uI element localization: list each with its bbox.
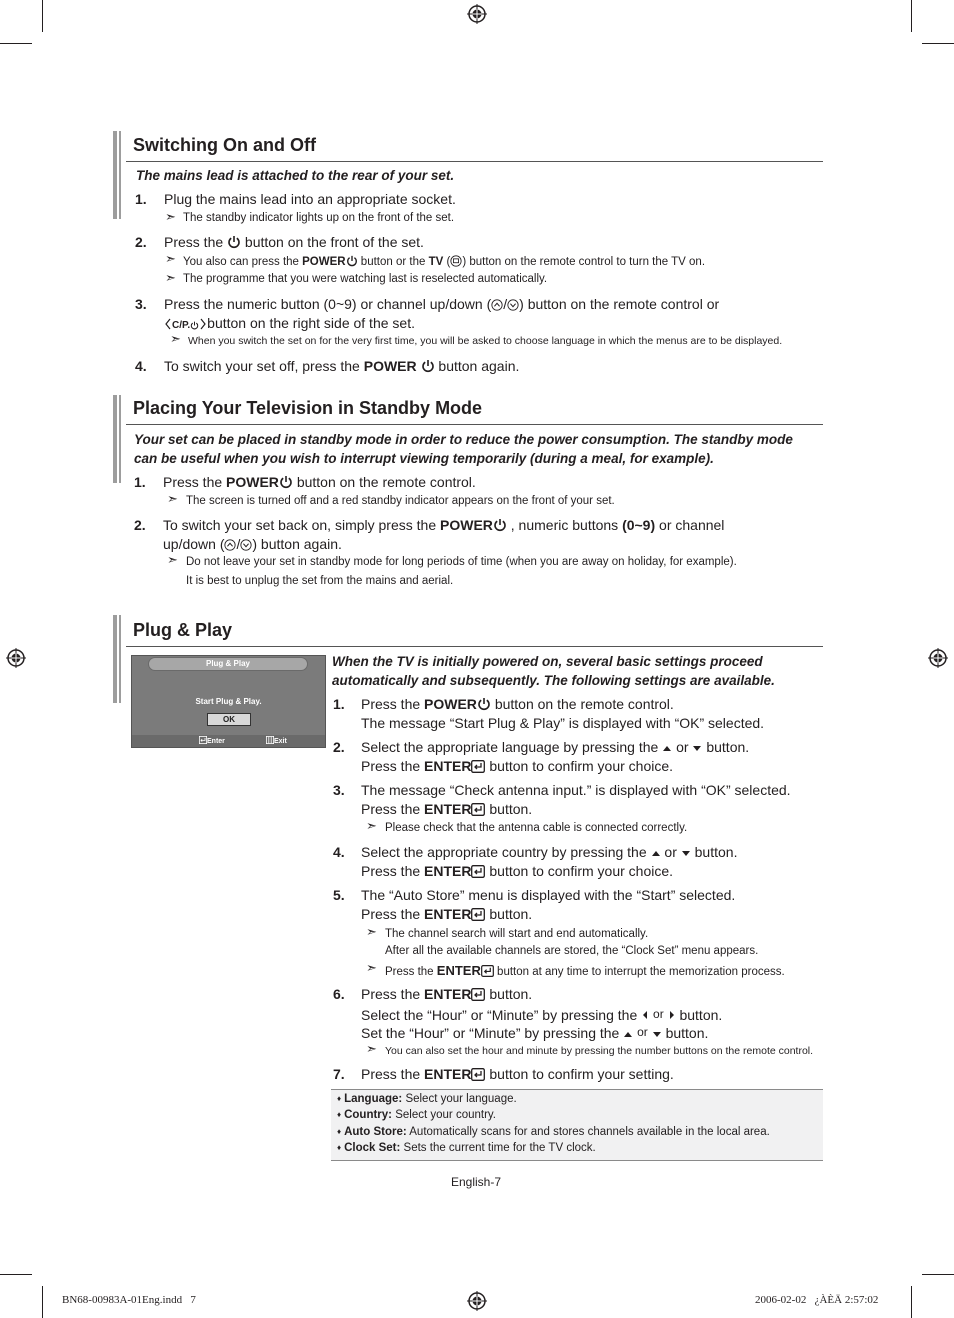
step-text-bold: (0~9) (622, 517, 656, 533)
crop-mark (42, 0, 43, 32)
step-text-part: button to confirm your choice. (489, 758, 674, 774)
section-bar (119, 395, 121, 483)
arrow-left-icon (641, 1010, 649, 1020)
footer-timestamp: 2006-02-02 ¿ÀÈÄ 2:57:02 (755, 1294, 879, 1306)
step-text-part: button. (694, 844, 738, 860)
step-text-part: Press the numeric button (0~9) or channel up/down ( (164, 296, 492, 312)
power-label: POWER (363, 358, 417, 374)
step-text-part: To switch your set back on, simply press the (163, 517, 437, 533)
osd-enter-hint (199, 736, 225, 745)
step-text-part: or (664, 844, 677, 860)
info-item-clock-set (337, 1142, 596, 1154)
step-note: After all the available channels are stored, the “Clock Set” menu appears. (385, 945, 759, 957)
step-text (361, 863, 673, 879)
step-text-part: button again. (438, 358, 520, 374)
arrow-down-icon (652, 1030, 662, 1038)
note-part: button on the remote control to turn the TV on. (469, 256, 706, 268)
crop-mark (0, 1274, 32, 1275)
osd-title: Plug & Play (148, 657, 308, 671)
enter-icon (471, 908, 485, 921)
info-item-country (337, 1109, 496, 1121)
step-text-part: Press the (361, 1066, 421, 1082)
channel-up-icon (491, 299, 503, 311)
step-text (164, 358, 519, 374)
step-text-part: Press the (361, 801, 421, 817)
enter-icon (471, 988, 485, 1001)
section-intro: Your set can be placed in standby mode in order to reduce the power consumption. The standby mode (134, 432, 793, 447)
osd-ok-button[interactable]: OK (207, 713, 251, 726)
step-text (164, 234, 424, 250)
info-text: Automatically scans for and stores channels available in the local area. (409, 1126, 770, 1138)
power-icon (346, 255, 358, 267)
cp-label: C/P. (172, 320, 191, 331)
section-rule (126, 424, 823, 425)
step-text (361, 1025, 708, 1041)
enter-icon (199, 736, 207, 744)
osd-exit-hint (266, 736, 287, 745)
enter-label: ENTER (424, 758, 472, 774)
arrow-right-icon (668, 1010, 676, 1020)
step-text-part: button. (665, 1025, 709, 1041)
registration-mark-icon (467, 4, 487, 24)
step-note (385, 963, 785, 978)
step-text-part: Press the (361, 758, 421, 774)
step-note: Do not leave your set in standby mode for long periods of time (when you are away on holiday, for example). (186, 556, 737, 568)
note-arrow-icon: ➣ (366, 1041, 377, 1056)
section-intro: The mains lead is attached to the rear of your set. (136, 168, 455, 183)
power-icon (421, 359, 435, 373)
step-note: You can also set the hour and minute by pressing the number buttons on the remote control. (385, 1045, 814, 1057)
channel-down-icon (240, 539, 252, 551)
step-number: 2. (135, 234, 147, 250)
enter-icon (481, 965, 494, 977)
exit-icon (266, 736, 274, 744)
note-part: button at any time to interrupt the memorization process. (497, 966, 785, 978)
section-bar (119, 131, 121, 219)
osd-enter-label: Enter (207, 738, 225, 745)
osd-footer (132, 735, 325, 747)
step-note: The channel search will start and end automatically. (385, 928, 649, 940)
info-item-language (337, 1093, 517, 1105)
enter-icon (471, 760, 485, 773)
tv-label: TV (428, 256, 444, 268)
step-text-part: button. (679, 1007, 723, 1023)
power-label: POWER (440, 517, 493, 533)
footer-filename: BN68-00983A-01Eng.indd 7 (62, 1294, 196, 1306)
crop-mark (0, 43, 32, 44)
section-intro: When the TV is initially powered on, several basic settings proceed (332, 654, 763, 669)
step-text-part: button. (706, 739, 750, 755)
enter-label: ENTER (424, 1066, 472, 1082)
step-number: 1. (134, 474, 146, 490)
bullet-icon: ♦ (337, 1127, 342, 1136)
note-arrow-icon: ➣ (366, 960, 377, 975)
power-icon (493, 518, 507, 532)
section-intro: automatically and subsequently. The following settings are available. (332, 673, 775, 688)
note-arrow-icon: ➣ (165, 209, 176, 224)
arrow-down-icon (692, 744, 702, 752)
chevron-right-icon (199, 318, 207, 330)
step-text (361, 1007, 722, 1023)
crop-mark (42, 1286, 43, 1318)
step-text-part: Press the (164, 234, 224, 250)
enter-icon (471, 803, 485, 816)
step-text-part: button on the right side of the set. (207, 315, 415, 331)
note-arrow-icon: ➣ (366, 924, 377, 939)
registration-mark-icon (467, 1291, 487, 1311)
tv-button-icon (450, 255, 462, 267)
step-text-part: button on the remote control. (494, 696, 674, 712)
step-text: The message “Check antenna input.” is displayed with “OK” selected. (361, 782, 791, 798)
note-part: Press the (385, 966, 434, 978)
step-text (361, 801, 532, 817)
step-text-part: , numeric buttons (510, 517, 619, 533)
registration-mark-icon (928, 648, 948, 668)
osd-exit-label: Exit (274, 738, 287, 745)
power-label: POWER (424, 696, 477, 712)
enter-label: ENTER (436, 963, 481, 978)
crop-mark (922, 1274, 954, 1275)
step-text (361, 758, 673, 774)
arrow-up-icon (662, 744, 672, 752)
step-text-part: button. (489, 986, 533, 1002)
step-note: Please check that the antenna cable is connected correctly. (385, 822, 688, 834)
step-text: The message “Start Plug & Play” is displayed with “OK” selected. (361, 715, 765, 731)
step-text-part: button to confirm your choice. (489, 863, 674, 879)
note-part: button or the (360, 256, 426, 268)
enter-label: ENTER (424, 986, 472, 1002)
step-text (361, 986, 532, 1002)
crop-mark (922, 43, 954, 44)
note-arrow-icon: ➣ (170, 331, 181, 346)
enter-label: ENTER (424, 863, 472, 879)
section-rule (126, 161, 823, 162)
note-arrow-icon: ➣ (366, 818, 377, 833)
info-text: Select your country. (395, 1109, 496, 1121)
step-text-part: Select the appropriate country by pressing the (361, 844, 647, 860)
step-text: Press the numeric button (0~9) or channel up/down ( / ) button on the remote control or (164, 296, 720, 312)
section-title: Placing Your Television in Standby Mode (133, 398, 483, 418)
step-note: You also can press the POWER button or the TV ( ) button on the remote control to turn the TV on. (183, 256, 706, 268)
enter-icon (471, 1068, 485, 1081)
step-text-part: or (637, 1025, 648, 1039)
info-text: Sets the current time for the TV clock. (403, 1142, 596, 1154)
step-text (361, 1066, 674, 1082)
chevron-left-icon (164, 318, 172, 330)
note-arrow-icon: ➣ (167, 491, 178, 506)
info-label: Auto Store: (344, 1126, 407, 1138)
note-arrow-icon: ➣ (165, 270, 176, 285)
section-title: Switching On and Off (133, 135, 316, 155)
power-label: POWER (302, 256, 346, 268)
step-text (163, 517, 724, 533)
step-text-part: To switch your set off, press the (164, 358, 360, 374)
step-number: 3. (333, 782, 345, 798)
step-note: The standby indicator lights up on the front of the set. (183, 212, 455, 224)
arrow-down-icon (681, 849, 691, 857)
arrow-up-icon (623, 1030, 633, 1038)
step-text-part: button on the front of the set. (244, 234, 424, 250)
enter-label: ENTER (424, 906, 472, 922)
step-text-part: button on the remote control. (296, 474, 476, 490)
info-label: Country: (344, 1109, 393, 1121)
step-number: 4. (333, 844, 345, 860)
step-note: It is best to unplug the set from the mains and aerial. (186, 575, 454, 587)
crop-mark (911, 0, 912, 32)
section-bar (113, 395, 117, 483)
step-text (361, 906, 532, 922)
step-text (361, 844, 737, 860)
step-number: 4. (135, 358, 147, 374)
info-text: Select your language. (405, 1093, 517, 1105)
step-text-part: button to confirm your setting. (489, 1066, 674, 1082)
step-number: 3. (135, 296, 147, 312)
step-text-part: Select the “Hour” or “Minute” by pressing the (361, 1007, 638, 1023)
step-number: 7. (333, 1066, 345, 1082)
power-icon (477, 697, 491, 711)
step-text: up/down ( / ) button again. (163, 536, 342, 552)
step-text-part: Press the (361, 863, 421, 879)
section-bar (119, 615, 121, 703)
step-text-part: or (653, 1007, 664, 1021)
note-arrow-icon: ➣ (167, 552, 178, 567)
step-number: 5. (333, 887, 345, 903)
step-text-part: ) button on the remote control or (519, 296, 720, 312)
step-number: 2. (333, 739, 345, 755)
arrow-up-icon (651, 849, 661, 857)
section-title: Plug & Play (133, 620, 233, 640)
step-text-part: button. (489, 906, 533, 922)
step-text-part: Press the (361, 696, 421, 712)
crop-mark (911, 1286, 912, 1318)
section-intro: can be useful when you wish to interrupt viewing temporarily (during a meal, for example). (134, 451, 714, 466)
step-text-part: Press the (361, 906, 421, 922)
step-number: 2. (134, 517, 146, 533)
step-text-part: Press the (163, 474, 223, 490)
registration-mark-icon (6, 648, 26, 668)
bullet-icon: ♦ (337, 1094, 342, 1103)
step-text: The “Auto Store” menu is displayed with the “Start” selected. (361, 887, 736, 903)
bullet-icon: ♦ (337, 1143, 342, 1152)
step-text-part: Set the “Hour” or “Minute” by pressing the (361, 1025, 620, 1041)
enter-icon (471, 865, 485, 878)
osd-message: Start Plug & Play. (195, 697, 262, 706)
channel-down-icon (507, 299, 519, 311)
info-label: Clock Set: (344, 1142, 401, 1154)
channel-up-icon (224, 539, 236, 551)
step-number: 1. (333, 696, 345, 712)
step-number: 1. (135, 191, 147, 207)
note-arrow-icon: ➣ (165, 251, 176, 266)
step-text (361, 739, 749, 755)
step-text (164, 315, 415, 331)
step-text-part: ) button again. (252, 536, 342, 552)
step-text-part: Press the (361, 986, 421, 1002)
step-note: The programme that you were watching last is reselected automatically. (183, 273, 548, 285)
bullet-icon: ♦ (337, 1110, 342, 1119)
enter-label: ENTER (424, 801, 472, 817)
step-text-part: Select the appropriate language by pressing the (361, 739, 659, 755)
power-label: POWER (226, 474, 279, 490)
step-number: 6. (333, 986, 345, 1002)
power-icon (227, 235, 241, 249)
step-text-part: up/down ( (163, 536, 225, 552)
step-text-part: button. (489, 801, 533, 817)
plug-and-play-osd (131, 655, 326, 748)
step-text-part: or channel (659, 517, 725, 533)
step-text-part: or (676, 739, 689, 755)
step-text (361, 696, 674, 712)
step-note: When you switch the set on for the very first time, you will be asked to choose language in which the menus are to be displayed. (188, 335, 783, 347)
settings-info-box (331, 1089, 823, 1161)
info-item-auto-store (337, 1126, 770, 1138)
note-part: You also can press the (183, 256, 299, 268)
power-icon (279, 475, 293, 489)
step-text: Plug the mains lead into an appropriate socket. (164, 191, 456, 207)
section-bar (113, 131, 117, 219)
section-bar (113, 615, 117, 703)
power-icon (190, 321, 199, 330)
step-note: The screen is turned off and a red standby indicator appears on the front of your set. (186, 495, 615, 507)
step-text (163, 474, 476, 490)
page-number: English-7 (451, 1175, 502, 1189)
info-label: Language: (344, 1093, 403, 1105)
section-rule (126, 646, 823, 647)
